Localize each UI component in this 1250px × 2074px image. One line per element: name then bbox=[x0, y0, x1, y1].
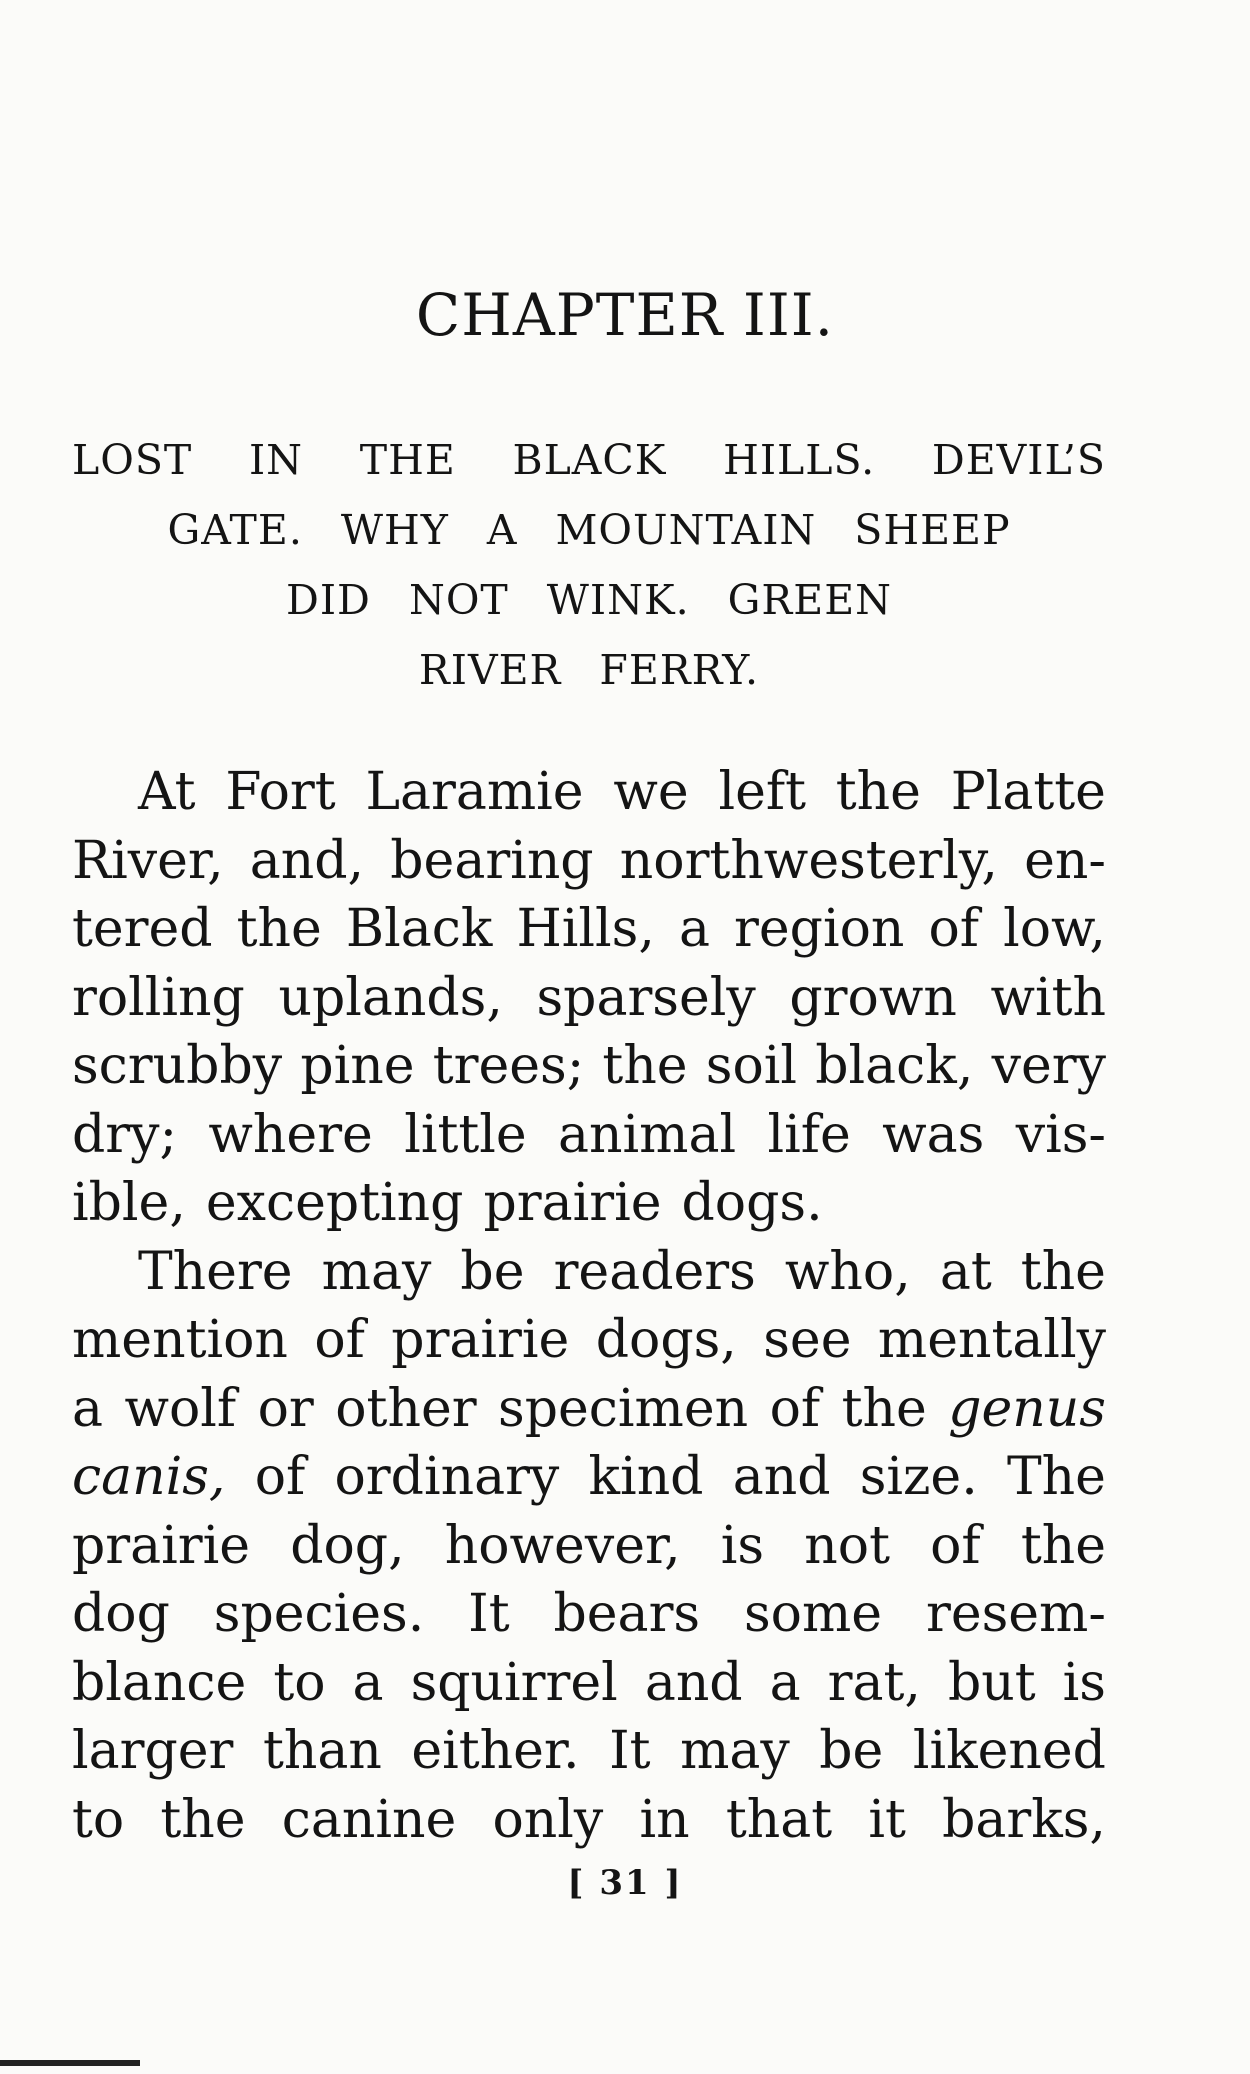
word: it bbox=[868, 1789, 906, 1850]
word: species. bbox=[213, 1584, 425, 1644]
word: and bbox=[644, 1652, 743, 1713]
word: may bbox=[321, 1241, 432, 1302]
word: prairie bbox=[391, 1310, 570, 1370]
synopsis-word: DID bbox=[285, 576, 371, 624]
text-line bbox=[72, 1101, 1106, 1170]
word: or bbox=[257, 1378, 314, 1439]
paragraph bbox=[72, 1238, 1106, 1855]
word: be bbox=[460, 1241, 525, 1302]
word: The bbox=[1006, 1447, 1106, 1507]
word: prairie bbox=[483, 1173, 662, 1233]
word: Fort bbox=[225, 762, 336, 822]
word: Laramie bbox=[365, 762, 584, 822]
word: wolf bbox=[124, 1378, 237, 1439]
synopsis-word: RIVER bbox=[418, 646, 562, 694]
synopsis-word: IN bbox=[248, 436, 304, 484]
word: the bbox=[160, 1789, 246, 1850]
word: in bbox=[639, 1789, 690, 1850]
word: specimen bbox=[498, 1378, 749, 1439]
text-line bbox=[72, 1238, 1106, 1307]
word: squirrel bbox=[410, 1652, 618, 1713]
text-line bbox=[72, 964, 1106, 1033]
word: but bbox=[947, 1652, 1036, 1713]
synopsis-word: MOUNTAIN bbox=[555, 506, 817, 554]
word: Hills, bbox=[516, 899, 655, 959]
word: mentally bbox=[877, 1310, 1106, 1370]
synopsis-word: THE bbox=[359, 436, 456, 484]
synopsis-word: WINK. bbox=[546, 576, 690, 624]
word: resem- bbox=[925, 1584, 1106, 1644]
word: animal bbox=[558, 1104, 737, 1165]
text-line bbox=[72, 1443, 1106, 1512]
word: sparsely bbox=[536, 967, 756, 1028]
body-text bbox=[72, 758, 1106, 1854]
word: soil bbox=[705, 1036, 798, 1096]
word: the bbox=[841, 1378, 927, 1439]
word: rat, bbox=[827, 1652, 921, 1713]
text-line bbox=[72, 1649, 1106, 1718]
text-line bbox=[72, 827, 1106, 896]
text-line bbox=[72, 1512, 1106, 1581]
word: some bbox=[744, 1584, 883, 1644]
synopsis-line bbox=[72, 495, 1106, 565]
paragraph bbox=[72, 758, 1106, 1238]
word: size. bbox=[859, 1447, 978, 1507]
word: dog bbox=[72, 1584, 170, 1644]
word: en- bbox=[1024, 830, 1106, 891]
synopsis-word: BLACK bbox=[512, 436, 667, 484]
chapter-synopsis bbox=[72, 425, 1106, 705]
word: left bbox=[718, 762, 806, 822]
word: dogs. bbox=[681, 1173, 823, 1233]
synopsis-word: GATE. bbox=[167, 506, 303, 554]
word: the bbox=[1020, 1241, 1106, 1302]
word: little bbox=[404, 1104, 527, 1165]
text-line bbox=[72, 1375, 1106, 1444]
word: vis- bbox=[1015, 1104, 1106, 1165]
word: a bbox=[769, 1652, 801, 1713]
synopsis-line bbox=[72, 565, 1106, 635]
word: trees; bbox=[432, 1036, 585, 1096]
word: of bbox=[928, 899, 980, 959]
synopsis-line bbox=[72, 425, 1106, 495]
text-line bbox=[72, 758, 1106, 827]
word: blance bbox=[72, 1652, 247, 1713]
word: we bbox=[613, 762, 689, 822]
word: other bbox=[335, 1378, 477, 1439]
word: where bbox=[208, 1104, 373, 1165]
text-line bbox=[72, 1306, 1106, 1375]
word: a bbox=[678, 899, 710, 959]
page-number: [ 31 ] bbox=[567, 1863, 683, 1903]
text-line bbox=[72, 895, 1106, 964]
synopsis-word: A bbox=[486, 506, 518, 554]
synopsis-word: LOST bbox=[72, 436, 193, 484]
word: either. bbox=[411, 1721, 580, 1781]
word: the bbox=[835, 762, 921, 822]
word: very bbox=[991, 1036, 1106, 1096]
word: River, bbox=[72, 830, 224, 891]
word: It bbox=[468, 1584, 510, 1644]
synopsis-word: DEVIL’S bbox=[931, 436, 1106, 484]
word: life bbox=[767, 1104, 851, 1165]
word: scrubby bbox=[72, 1036, 283, 1096]
word: dog, bbox=[290, 1515, 405, 1576]
word: readers bbox=[553, 1241, 756, 1302]
synopsis-word: FERRY. bbox=[599, 646, 760, 694]
text-line bbox=[72, 1717, 1106, 1786]
word: northwesterly, bbox=[619, 830, 998, 891]
word: tered bbox=[72, 899, 213, 959]
word: rolling bbox=[72, 967, 245, 1028]
word: the bbox=[602, 1036, 688, 1096]
word: to bbox=[72, 1789, 125, 1850]
word: barks, bbox=[942, 1789, 1106, 1850]
word: excepting bbox=[205, 1173, 464, 1233]
word: Black bbox=[345, 899, 493, 959]
word: canine bbox=[281, 1789, 457, 1850]
word: be bbox=[819, 1721, 884, 1781]
text-line bbox=[72, 1580, 1106, 1649]
word: to bbox=[273, 1652, 326, 1713]
italic-word: genus bbox=[948, 1378, 1106, 1439]
word: the bbox=[236, 899, 322, 959]
text-line bbox=[72, 1786, 1106, 1855]
synopsis-line bbox=[72, 635, 1106, 705]
word: and, bbox=[249, 830, 365, 891]
scan-edge-mark bbox=[0, 2060, 140, 2066]
word: is bbox=[720, 1515, 765, 1576]
word: ible, bbox=[72, 1173, 186, 1233]
word: and bbox=[732, 1447, 831, 1507]
text-line bbox=[72, 1032, 1106, 1101]
synopsis-word: GREEN bbox=[727, 576, 893, 624]
synopsis-word: WHY bbox=[340, 506, 449, 554]
word: the bbox=[1020, 1515, 1106, 1576]
synopsis-word: SHEEP bbox=[854, 506, 1011, 554]
word: who, bbox=[784, 1241, 911, 1302]
word: uplands, bbox=[278, 967, 503, 1028]
word: likened bbox=[912, 1721, 1106, 1781]
word: however, bbox=[444, 1515, 681, 1576]
word: bearing bbox=[390, 830, 594, 891]
word: of bbox=[254, 1447, 306, 1507]
word: was bbox=[882, 1104, 985, 1165]
word: with bbox=[990, 967, 1106, 1028]
word: low, bbox=[1003, 899, 1106, 959]
word: pine bbox=[300, 1036, 415, 1096]
word: At bbox=[138, 762, 196, 822]
word: ordinary bbox=[334, 1447, 560, 1507]
word: mention bbox=[72, 1310, 288, 1370]
word: a bbox=[72, 1378, 104, 1439]
word: of bbox=[769, 1378, 821, 1439]
word: bears bbox=[553, 1584, 701, 1644]
word: than bbox=[262, 1721, 382, 1781]
synopsis-word: NOT bbox=[408, 576, 509, 624]
word: region bbox=[734, 899, 905, 959]
word: kind bbox=[588, 1447, 704, 1507]
word: prairie bbox=[72, 1515, 251, 1576]
word: only bbox=[492, 1789, 604, 1850]
word: of bbox=[314, 1310, 365, 1370]
word: black, bbox=[815, 1036, 974, 1096]
word: a bbox=[352, 1652, 384, 1713]
word: is bbox=[1062, 1652, 1106, 1713]
word: dogs, bbox=[595, 1310, 737, 1370]
word: dry; bbox=[72, 1104, 178, 1165]
word: of bbox=[930, 1515, 981, 1576]
word: Platte bbox=[950, 762, 1106, 822]
italic-word: canis, bbox=[72, 1447, 226, 1507]
word: may bbox=[680, 1721, 790, 1781]
word: grown bbox=[789, 967, 957, 1028]
chapter-title: CHAPTER III. bbox=[415, 281, 835, 349]
word: larger bbox=[72, 1721, 234, 1781]
word: that bbox=[725, 1789, 833, 1850]
text-line bbox=[72, 1169, 1106, 1238]
word: not bbox=[804, 1515, 890, 1576]
word: There bbox=[138, 1241, 293, 1302]
synopsis-word: HILLS. bbox=[723, 436, 876, 484]
word: It bbox=[609, 1721, 651, 1781]
word: at bbox=[939, 1241, 992, 1302]
word: see bbox=[763, 1310, 852, 1370]
